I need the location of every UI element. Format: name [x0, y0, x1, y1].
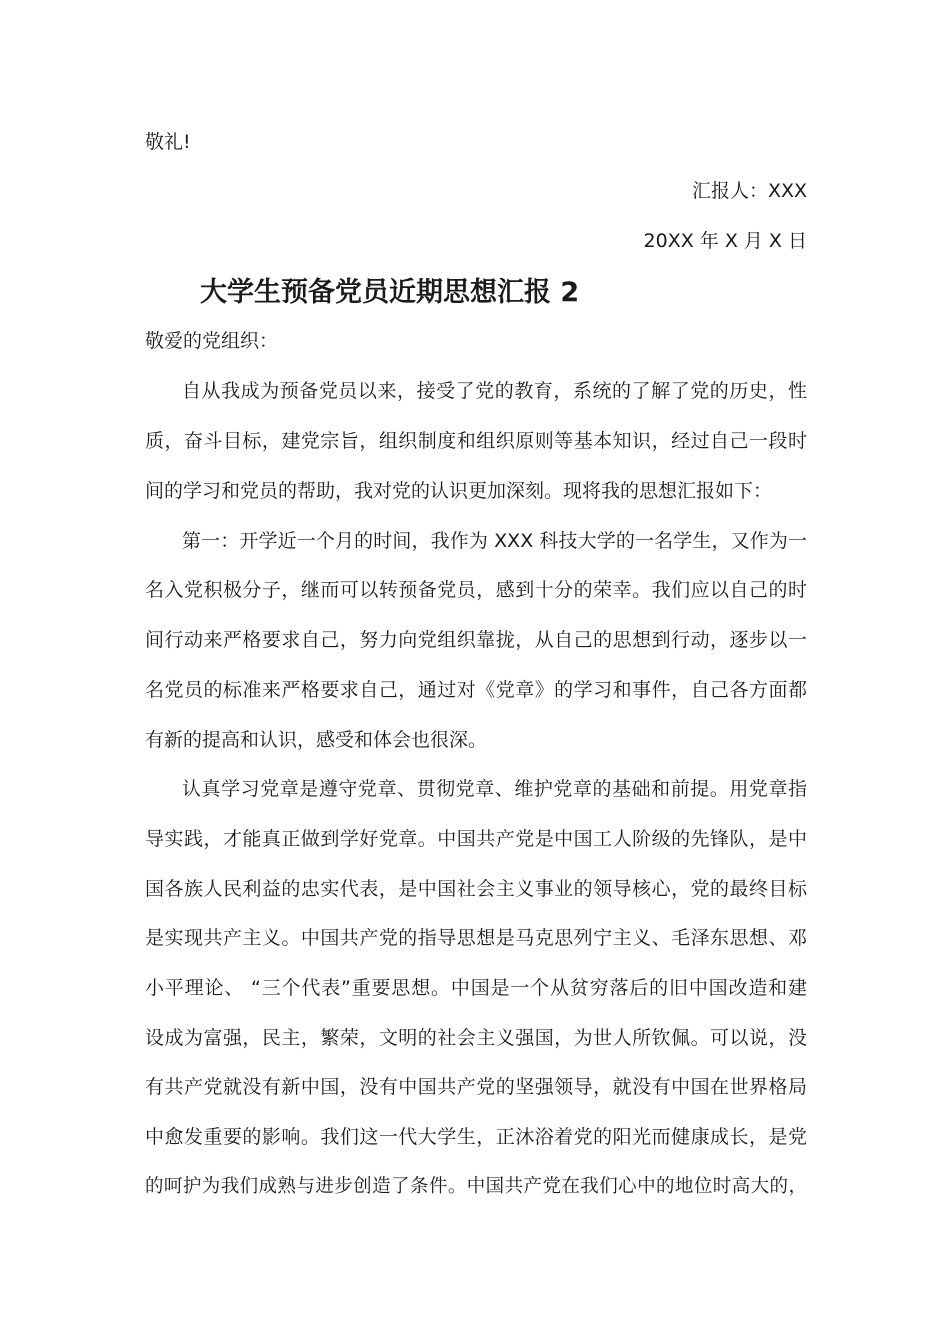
paragraph-3-line: 中愈发重要的影响。我们这一代大学生，正沐浴着党的阳光而健康成长，是党 — [145, 1126, 807, 1148]
paragraph-1-line: 间的学习和党员的帮助，我对党的认识更加深刻。现将我的思想汇报如下： — [145, 480, 773, 502]
paragraph-3-line: 导实践，才能真正做到学好党章。中国共产党是中国工人阶级的先锋队，是中 — [145, 828, 807, 850]
paragraph-1-line: 质，奋斗目标，建党宗旨，组织制度和组织原则等基本知识，经过自己一段时 — [145, 430, 807, 452]
document-title: 大学生预备党员近期思想汇报 2 — [200, 277, 580, 308]
greeting: 敬爱的党组织： — [145, 330, 279, 352]
paragraph-2-line: 名党员的标准来严格要求自己，通过对《党章》的学习和事件，自己各方面都 — [145, 679, 807, 701]
report-date: 20XX 年 X 月 X 日 — [643, 230, 807, 252]
paragraph-3-line: 认真学习党章是遵守党章、贯彻党章、维护党章的基础和前提。用党章指 — [182, 778, 807, 800]
paragraph-2-line: 间行动来严格要求自己，努力向党组织靠拢，从自己的思想到行动，逐步以一 — [145, 629, 807, 651]
paragraph-3-line: 国各族人民利益的忠实代表，是中国社会主义事业的领导核心，党的最终目标 — [145, 878, 807, 900]
paragraph-3-line: 有共产党就没有新中国，没有中国共产党的坚强领导，就没有中国在世界格局 — [145, 1076, 807, 1098]
paragraph-3-line: 的呵护为我们成熟与进步创造了条件。中国共产党在我们心中的地位时高大的， — [145, 1176, 807, 1197]
paragraph-3-line: 是实现共产主义。中国共产党的指导思想是马克思列宁主义、毛泽东思想、邓 — [145, 927, 807, 949]
paragraph-2-line: 有新的提高和认识，感受和体会也很深。 — [145, 729, 488, 751]
reporter-signature: 汇报人：XXX — [691, 180, 807, 202]
paragraph-1-line: 自从我成为预备党员以来，接受了党的教育，系统的了解了党的历史，性 — [182, 380, 807, 402]
paragraph-3-line: 设成为富强，民主，繁荣，文明的社会主义强国，为世人所钦佩。可以说，没 — [145, 1027, 807, 1049]
closing-salute: 敬礼! — [145, 131, 191, 153]
paragraph-2-line: 第一：开学近一个月的时间，我作为 XXX 科技大学的一名学生，又作为一 — [182, 530, 807, 552]
paragraph-2-line: 名入党积极分子，继而可以转预备党员，感到十分的荣幸。我们应以自己的时 — [145, 579, 807, 601]
paragraph-3-line: 小平理论、 “三个代表”重要思想。中国是一个从贫穷落后的旧中国改造和建 — [145, 977, 807, 999]
